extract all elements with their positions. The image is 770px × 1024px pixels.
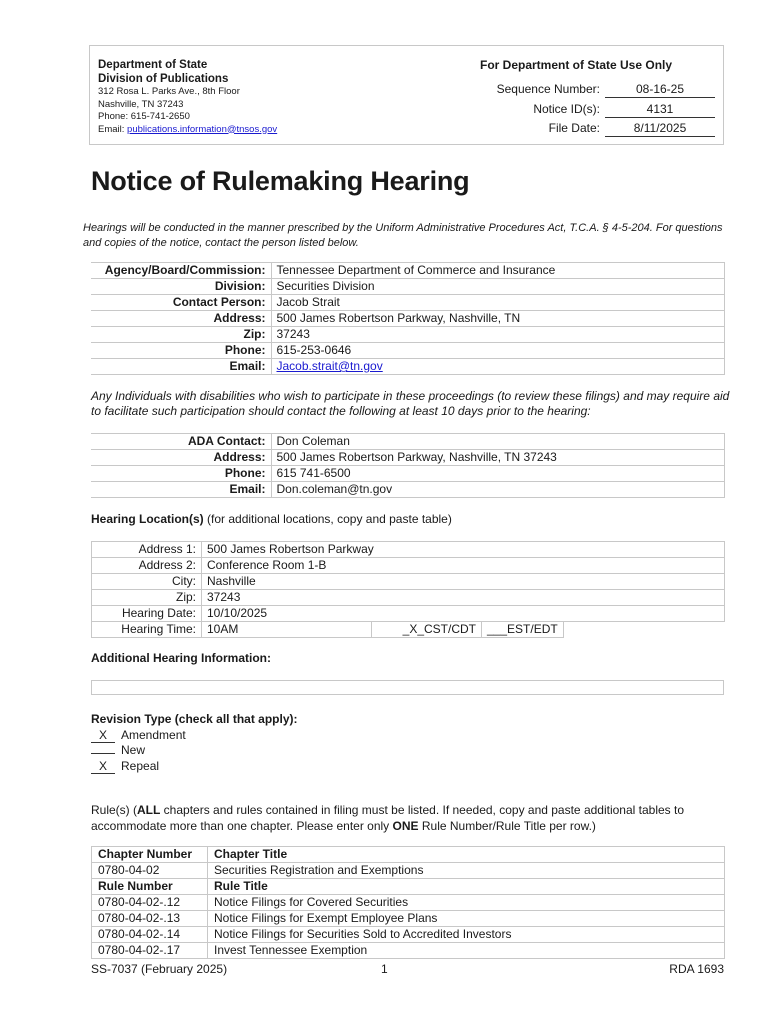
rule-row: [92, 895, 725, 911]
rule-title: Notice Filings for Covered Securities: [208, 895, 725, 911]
agency-label: Division:: [91, 279, 271, 295]
rules-table: [91, 846, 725, 959]
rule-title: Notice Filings for Exempt Employee Plans: [208, 911, 725, 927]
notice-id-value: 4131: [605, 102, 715, 118]
notice-id-row: [470, 100, 720, 118]
agency-value: 37243: [271, 327, 725, 343]
agency-row: [91, 343, 725, 359]
agency-value: Securities Division: [271, 279, 725, 295]
chapter-title-header: Chapter Title: [208, 847, 725, 863]
revision-label: Amendment: [121, 727, 186, 742]
sequence-row: [470, 80, 720, 98]
chapter-header-row: [92, 847, 725, 863]
agency-row: [91, 295, 725, 311]
intro-text: Hearings will be conducted in the manner prescribed by the Uniform Administrative Procedures Act, T.C.A. § 4-5-204. For questions and copies of the notice, contact the person listed below.: [83, 222, 723, 249]
contact-email-link[interactable]: Jacob.strait@tn.gov: [276, 359, 383, 373]
file-date-value: 8/11/2025: [605, 121, 715, 137]
hearing-location-note: (for additional locations, copy and paste table): [203, 512, 452, 526]
agency-label: Agency/Board/Commission:: [91, 263, 271, 279]
email-label: Email:: [98, 123, 128, 135]
agency-label: Zip:: [91, 327, 271, 343]
form-number: SS-7037 (February 2025): [91, 962, 228, 976]
page-title: Notice of Rulemaking Hearing: [91, 166, 470, 196]
rule-header-row: [92, 879, 725, 895]
rule-title: Invest Tennessee Exemption: [208, 943, 725, 959]
hearing-value: Conference Room 1-B: [202, 558, 725, 574]
rule-title-header: Rule Title: [208, 879, 725, 895]
hearing-row: [92, 606, 725, 622]
agency-row: [91, 327, 725, 343]
agency-value: Jacob Strait: [271, 295, 725, 311]
rda-number: RDA 1693: [669, 962, 724, 976]
hearing-label: Hearing Date:: [92, 606, 202, 622]
chapter-row: [92, 863, 725, 879]
additional-info-box[interactable]: [91, 680, 724, 695]
agency-label: Address:: [91, 311, 271, 327]
ada-value: Don.coleman@tn.gov: [271, 482, 725, 498]
file-date-row: [470, 119, 720, 137]
hearing-time-row: [92, 622, 725, 638]
hearing-location-title: Hearing Location(s): [91, 512, 204, 526]
rule-title: Notice Filings for Securities Sold to Accredited Investors: [208, 927, 725, 943]
rule-number: 0780-04-02-.13: [92, 911, 208, 927]
rule-number: 0780-04-02-.12: [92, 895, 208, 911]
page-number: 1: [381, 962, 388, 976]
agency-table: [91, 262, 725, 375]
ada-label: Phone:: [91, 466, 271, 482]
hearing-value: 10/10/2025: [202, 606, 725, 622]
rule-number: 0780-04-02-.17: [92, 943, 208, 959]
agency-row: [91, 311, 725, 327]
agency-label: Email:: [91, 359, 271, 375]
revision-item[interactable]: [91, 728, 298, 744]
ada-row: [91, 434, 725, 450]
rule-number: 0780-04-02-.14: [92, 927, 208, 943]
publisher-phone: Phone: 615-741-2650: [98, 111, 190, 122]
publisher-email-line: [98, 124, 277, 137]
dept-name: Department of State: [98, 59, 208, 71]
rules-intro-part: Rule(s) (: [91, 803, 138, 817]
agency-value: 500 James Robertson Parkway, Nashville, TN: [271, 311, 725, 327]
revision-item[interactable]: [91, 759, 298, 775]
hearing-value: 500 James Robertson Parkway: [202, 542, 725, 558]
chapter-number-header: Chapter Number: [92, 847, 208, 863]
additional-info-heading: [91, 651, 271, 665]
hearing-label: City:: [92, 574, 202, 590]
header-box: [89, 45, 724, 145]
hearing-row: [92, 542, 725, 558]
hearing-row: [92, 574, 725, 590]
revision-checkmark[interactable]: X: [91, 760, 115, 774]
revision-label: New: [121, 743, 146, 757]
hearing-label: Zip:: [92, 590, 202, 606]
ada-table: [91, 433, 725, 498]
rules-intro-one: ONE: [392, 818, 419, 833]
hearing-location-heading: [91, 512, 452, 526]
agency-row: [91, 279, 725, 295]
empty-cell: [563, 622, 724, 638]
rules-intro-part: Rule Number/Rule Title per row.): [418, 818, 596, 833]
ada-row: [91, 466, 725, 482]
hearing-row: [92, 590, 725, 606]
agency-row: [91, 359, 725, 375]
ada-label: Email:: [91, 482, 271, 498]
publisher-info: [98, 58, 277, 136]
state-use-title: For Department of State Use Only: [480, 58, 673, 72]
sequence-label: Sequence Number:: [496, 82, 600, 96]
hearing-value: Nashville: [202, 574, 725, 590]
revision-type: [91, 712, 298, 774]
rules-intro: [91, 803, 731, 834]
rules-intro-all: ALL: [137, 803, 161, 817]
notice-id-label: Notice ID(s):: [533, 102, 600, 116]
agency-label: Contact Person:: [91, 295, 271, 311]
ada-row: [91, 482, 725, 498]
hearing-value: 37243: [202, 590, 725, 606]
publisher-address: 312 Rosa L. Parks Ave., 8th Floor: [98, 86, 240, 97]
hearing-time-label: Hearing Time:: [92, 622, 202, 638]
agency-label: Phone:: [91, 343, 271, 359]
ada-row: [91, 450, 725, 466]
publisher-email-link[interactable]: publications.information@tnsos.gov: [127, 123, 278, 135]
additional-info-title: Additional Hearing Information:: [91, 651, 271, 665]
revision-title: Revision Type (check all that apply):: [91, 712, 298, 726]
hearing-table: [91, 541, 725, 638]
est-option: ___EST/EDT: [482, 622, 564, 638]
division-name: Division of Publications: [98, 73, 229, 85]
ada-label: Address:: [91, 450, 271, 466]
rule-row: [92, 927, 725, 943]
chapter-title: Securities Registration and Exemptions: [208, 863, 725, 879]
hearing-label: Address 2:: [92, 558, 202, 574]
rule-row: [92, 943, 725, 959]
hearing-row: [92, 558, 725, 574]
agency-row: [91, 263, 725, 279]
revision-checkmark[interactable]: [91, 753, 115, 754]
revision-checkmark[interactable]: X: [91, 729, 115, 743]
agency-value: [271, 359, 725, 375]
rules-intro-part: chapters and rules contained in filing must be listed. If needed, copy and paste additional tables to accommodate more than one chapter. Please enter only: [91, 803, 685, 833]
ada-intro-text: Any Individuals with disabilities who wish to participate in these proceedings (to review these filings) and may require aid to facilitate such participation should contact the following at least 10 days prior to the hearing:: [91, 389, 730, 418]
rule-number-header: Rule Number: [92, 879, 208, 895]
sequence-value: 08-16-25: [605, 82, 715, 98]
file-date-label: File Date:: [548, 121, 600, 135]
agency-value: Tennessee Department of Commerce and Insurance: [271, 263, 725, 279]
ada-value: 500 James Robertson Parkway, Nashville, TN 37243: [271, 450, 725, 466]
cst-option: _X_CST/CDT: [372, 622, 482, 638]
ada-value: Don Coleman: [271, 434, 725, 450]
revision-item[interactable]: [91, 743, 298, 759]
rule-row: [92, 911, 725, 927]
hearing-label: Address 1:: [92, 542, 202, 558]
ada-label: ADA Contact:: [91, 434, 271, 450]
ada-value: 615 741-6500: [271, 466, 725, 482]
agency-value: 615-253-0646: [271, 343, 725, 359]
revision-label: Repeal: [121, 758, 160, 773]
publisher-city: Nashville, TN 37243: [98, 98, 184, 110]
chapter-number: 0780-04-02: [92, 863, 208, 879]
hearing-time-value: 10AM: [202, 622, 372, 638]
